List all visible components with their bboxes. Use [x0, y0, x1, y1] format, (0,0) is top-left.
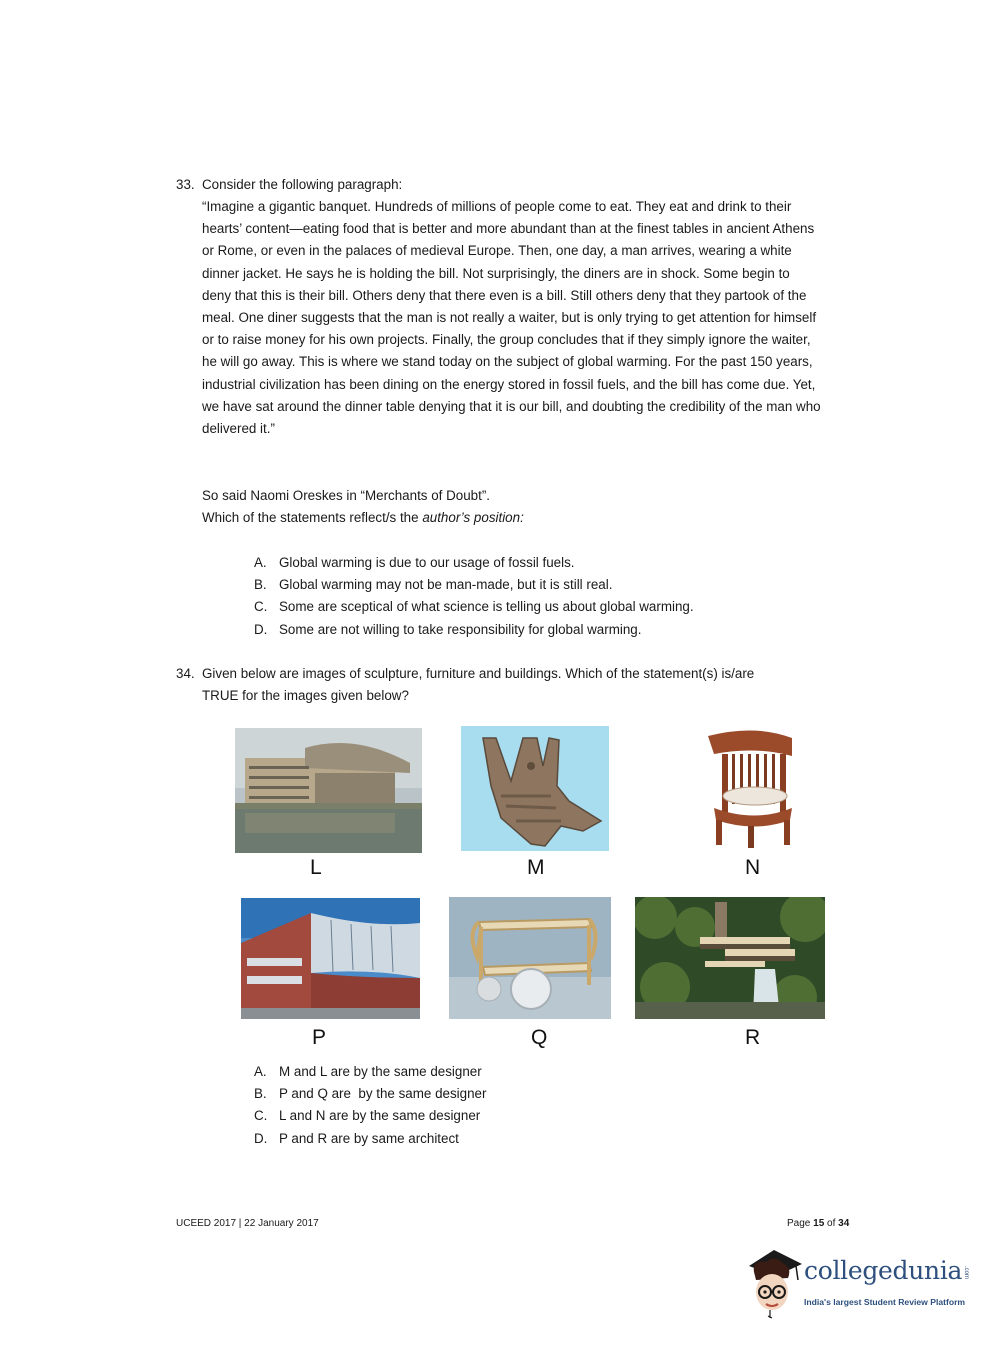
question-prompt-italic: author’s position:	[422, 510, 524, 525]
question-prompt	[202, 507, 822, 529]
brand-tagline: India's largest Student Review Platform	[804, 1297, 966, 1307]
brand-suffix: .com	[963, 1266, 969, 1280]
option-a: A. Global warming is due to our usage of fossil fuels.	[254, 555, 575, 570]
image-label-l: L	[310, 856, 322, 879]
question-number: 33.	[176, 177, 195, 192]
image-label-m: M	[527, 856, 545, 879]
option-b: B. P and Q are by the same designer	[254, 1086, 487, 1102]
option-b: B. Global warming may not be man-made, but it is still real.	[254, 577, 613, 593]
question-prompt-text: Which of the statements reflect/s the	[202, 510, 419, 525]
image-m-sculpture	[461, 726, 609, 851]
image-label-p: P	[312, 1026, 327, 1049]
option-c: C. Some are sceptical of what science is telling us about global warming.	[254, 599, 694, 615]
image-p-building	[241, 898, 420, 1019]
question-number: 34.	[176, 666, 195, 681]
quoted-paragraph: “Imagine a gigantic banquet. Hundreds of millions of people come to eat. They eat and drink to their hearts’ content—eating food that is better and more abundant than at the finest tables in ancient Athens or Rome, or even in the palaces of medieval Europe. Then, one day, a man arrives, wearing a white dinner jacket. He says he is holding the bill. Not surprisingly, the diners are in shock. Some begin to deny that this is their bill. Others deny that there even is a bill. Still others deny that they partook of the meal. One diner suggests that the man is not really a waiter, but is only trying to get attention for himself or to raise money for his own projects. Finally, the group concludes that if they simply ignore the waiter, he will go away. This is where we stand today on the subject of global warming. For the past 150 years, industrial civilization has been dining on the energy stored in fossil fuels, and the bill has come due. Yet, we have sat around the dinner table denying that it is our bill, and doubting the credibility of the man who delivered it.”	[202, 199, 821, 437]
mascot-icon	[744, 1248, 804, 1320]
image-n-chair	[700, 728, 813, 853]
question-34-options	[254, 1061, 486, 1150]
collegedunia-logo	[744, 1248, 974, 1320]
footer-exam-info: UCEED 2017 | 22 January 2017	[176, 1218, 319, 1229]
footer-page-number: Page 15 of 34	[787, 1218, 850, 1229]
image-label-r: R	[745, 1026, 761, 1049]
option-c: C. L and N are by the same designer	[254, 1108, 481, 1124]
option-a: A. M and L are by the same designer	[254, 1064, 482, 1079]
option-d: D. P and R are by same architect	[254, 1130, 459, 1146]
image-label-q: Q	[531, 1026, 548, 1049]
brand-name: collegedunia	[804, 1256, 963, 1285]
quote-source: So said Naomi Oreskes in “Merchants of Doubt”.	[202, 488, 491, 503]
image-label-n: N	[745, 856, 761, 879]
question-text-line1: Given below are images of sculpture, furniture and buildings. Which of the statement(s) is/are	[202, 666, 755, 681]
image-q-trolley	[449, 897, 611, 1019]
question-text-line2: TRUE for the images given below?	[202, 688, 409, 703]
question-intro: Consider the following paragraph:	[202, 177, 403, 192]
image-l-building	[235, 728, 422, 853]
options-list	[254, 552, 694, 641]
option-d: D. Some are not willing to take responsibility for global warming.	[254, 621, 642, 637]
image-r-building	[635, 897, 825, 1019]
